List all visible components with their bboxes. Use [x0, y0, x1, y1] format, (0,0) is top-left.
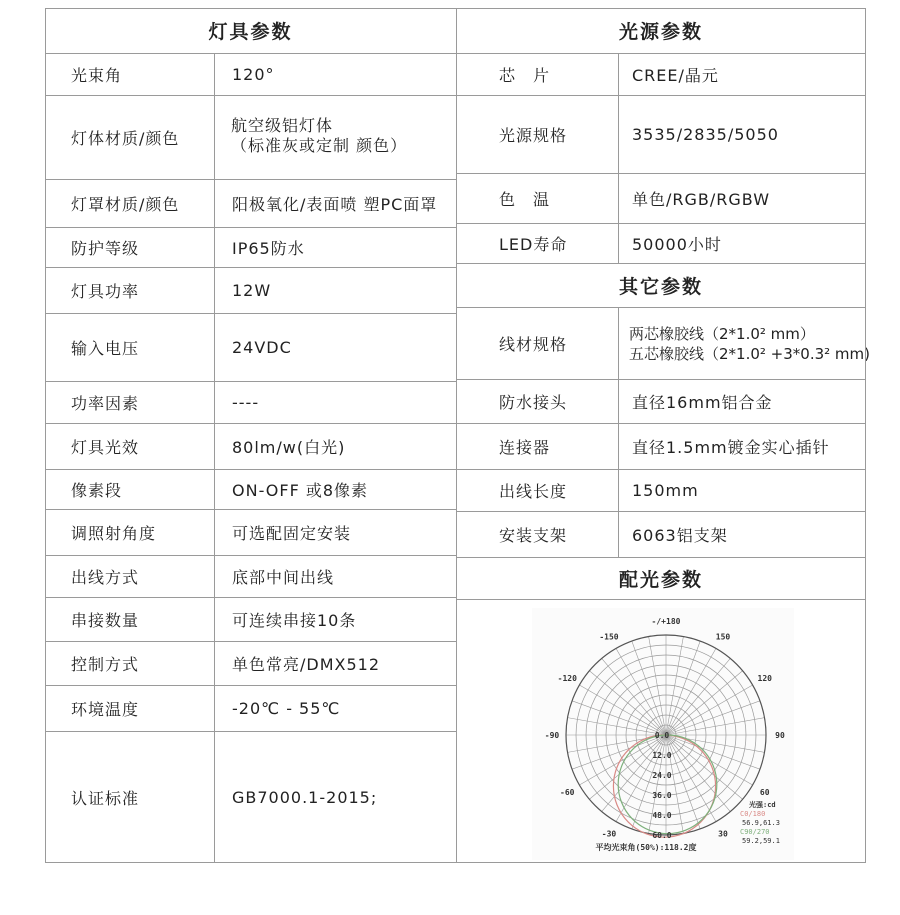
lamp-value-beam-angle: 120°: [215, 54, 457, 96]
lamp-value-efficacy: 80lm/w(白光): [215, 424, 457, 470]
lamp-value-certification: GB7000.1-2015;: [215, 732, 457, 863]
radial-label: 60.0: [652, 831, 672, 840]
other-params-header: 其它参数: [457, 264, 866, 308]
legend-c90-label: C90/270: [740, 828, 770, 836]
other-value-bracket: 6063铝支架: [619, 512, 866, 558]
angle-label: 90: [775, 731, 785, 740]
lamp-label-certification: 认证标准: [45, 732, 215, 863]
lamp-label-series-count: 串接数量: [45, 598, 215, 642]
body-material-line-1: 航空级铝灯体: [231, 116, 334, 135]
legend-title: 光强:cd: [749, 801, 776, 809]
radial-label: 48.0: [652, 811, 672, 820]
spec-sheet: [45, 8, 871, 863]
source-value-spec: 3535/2835/5050: [619, 96, 866, 174]
cable-line-1: 两芯橡胶线（2*1.0² mm）: [629, 325, 815, 343]
lamp-value-ambient-temp: -20℃ - 55℃: [215, 686, 457, 732]
optics-header: 配光参数: [457, 558, 866, 600]
lamp-params-header: 灯具参数: [45, 8, 457, 54]
radial-label: 36.0: [652, 791, 672, 800]
angle-label: -30: [601, 829, 617, 839]
lamp-label-ip-rating: 防护等级: [45, 228, 215, 268]
other-label-gland: 防水接头: [457, 380, 619, 424]
lamp-label-power: 灯具功率: [45, 268, 215, 314]
angle-label: -150: [599, 632, 619, 642]
legend-c90-value: 59.2,59.1: [742, 837, 780, 845]
polar-chart-area: [457, 600, 866, 863]
lamp-value-pixel-segment: ON-OFF 或8像素: [215, 470, 457, 510]
other-value-gland: 直径16mm铝合金: [619, 380, 866, 424]
lamp-value-ip-rating: IP65防水: [215, 228, 457, 268]
angle-label: -60: [560, 788, 575, 797]
angle-label: 30: [718, 829, 728, 839]
lamp-label-pixel-segment: 像素段: [45, 470, 215, 510]
lamp-label-cover-material: 灯罩材质/颜色: [45, 180, 215, 228]
chart-caption: 平均光束角(50%):118.2度: [595, 843, 697, 852]
other-label-bracket: 安装支架: [457, 512, 619, 558]
angle-label: 120: [757, 674, 772, 683]
other-value-connector: 直径1.5mm镀金实心插针: [619, 424, 866, 470]
lamp-value-body-material: [215, 96, 457, 180]
lamp-value-power: 12W: [215, 268, 457, 314]
angle-label: -120: [557, 674, 577, 683]
source-label-spec: 光源规格: [457, 96, 619, 174]
other-label-cable: 线材规格: [457, 308, 619, 380]
lamp-value-series-count: 可连续串接10条: [215, 598, 457, 642]
lamp-label-beam-angle: 光束角: [45, 54, 215, 96]
other-value-cable: [619, 308, 871, 380]
other-label-length: 出线长度: [457, 470, 619, 512]
light-source-header: 光源参数: [457, 8, 866, 54]
radial-label: 12.0: [652, 751, 672, 760]
source-label-chip: 芯 片: [457, 54, 619, 96]
legend-c0-label: C0/180: [740, 810, 766, 818]
angle-label: -/+180: [651, 617, 681, 626]
lamp-value-voltage: 24VDC: [215, 314, 457, 382]
body-material-line-2: （标准灰或定制 颜色）: [231, 136, 408, 155]
source-value-life: 50000小时: [619, 224, 866, 264]
radial-label: 0.0: [654, 731, 670, 740]
angle-label: 150: [715, 632, 731, 642]
lamp-label-voltage: 输入电压: [45, 314, 215, 382]
source-label-life: LED寿命: [457, 224, 619, 264]
source-value-cct: 单色/RGB/RGBW: [619, 174, 866, 224]
other-value-length: 150mm: [619, 470, 866, 512]
lamp-value-cover-material: 阳极氧化/表面喷 塑PC面罩: [215, 180, 457, 228]
other-label-connector: 连接器: [457, 424, 619, 470]
legend-c0-value: 56.9,61.3: [742, 819, 780, 827]
cable-line-2: 五芯橡胶线（2*1.0² +3*0.3² mm): [629, 345, 871, 363]
lamp-value-cable-exit: 底部中间出线: [215, 556, 457, 598]
lamp-value-power-factor: ----: [215, 382, 457, 424]
lamp-value-tilt-angle: 可选配固定安装: [215, 510, 457, 556]
polar-light-distribution-chart: [457, 600, 866, 863]
lamp-value-control: 单色常亮/DMX512: [215, 642, 457, 686]
lamp-label-tilt-angle: 调照射角度: [45, 510, 215, 556]
angle-label: -90: [544, 731, 560, 740]
source-value-chip: CREE/晶元: [619, 54, 866, 96]
lamp-label-body-material: 灯体材质/颜色: [45, 96, 215, 180]
lamp-label-ambient-temp: 环境温度: [45, 686, 215, 732]
lamp-label-cable-exit: 出线方式: [45, 556, 215, 598]
angle-label: 60: [759, 788, 770, 797]
lamp-label-control: 控制方式: [45, 642, 215, 686]
radial-label: 24.0: [652, 771, 672, 780]
source-label-cct: 色 温: [457, 174, 619, 224]
lamp-label-efficacy: 灯具光效: [45, 424, 215, 470]
lamp-label-power-factor: 功率因素: [45, 382, 215, 424]
